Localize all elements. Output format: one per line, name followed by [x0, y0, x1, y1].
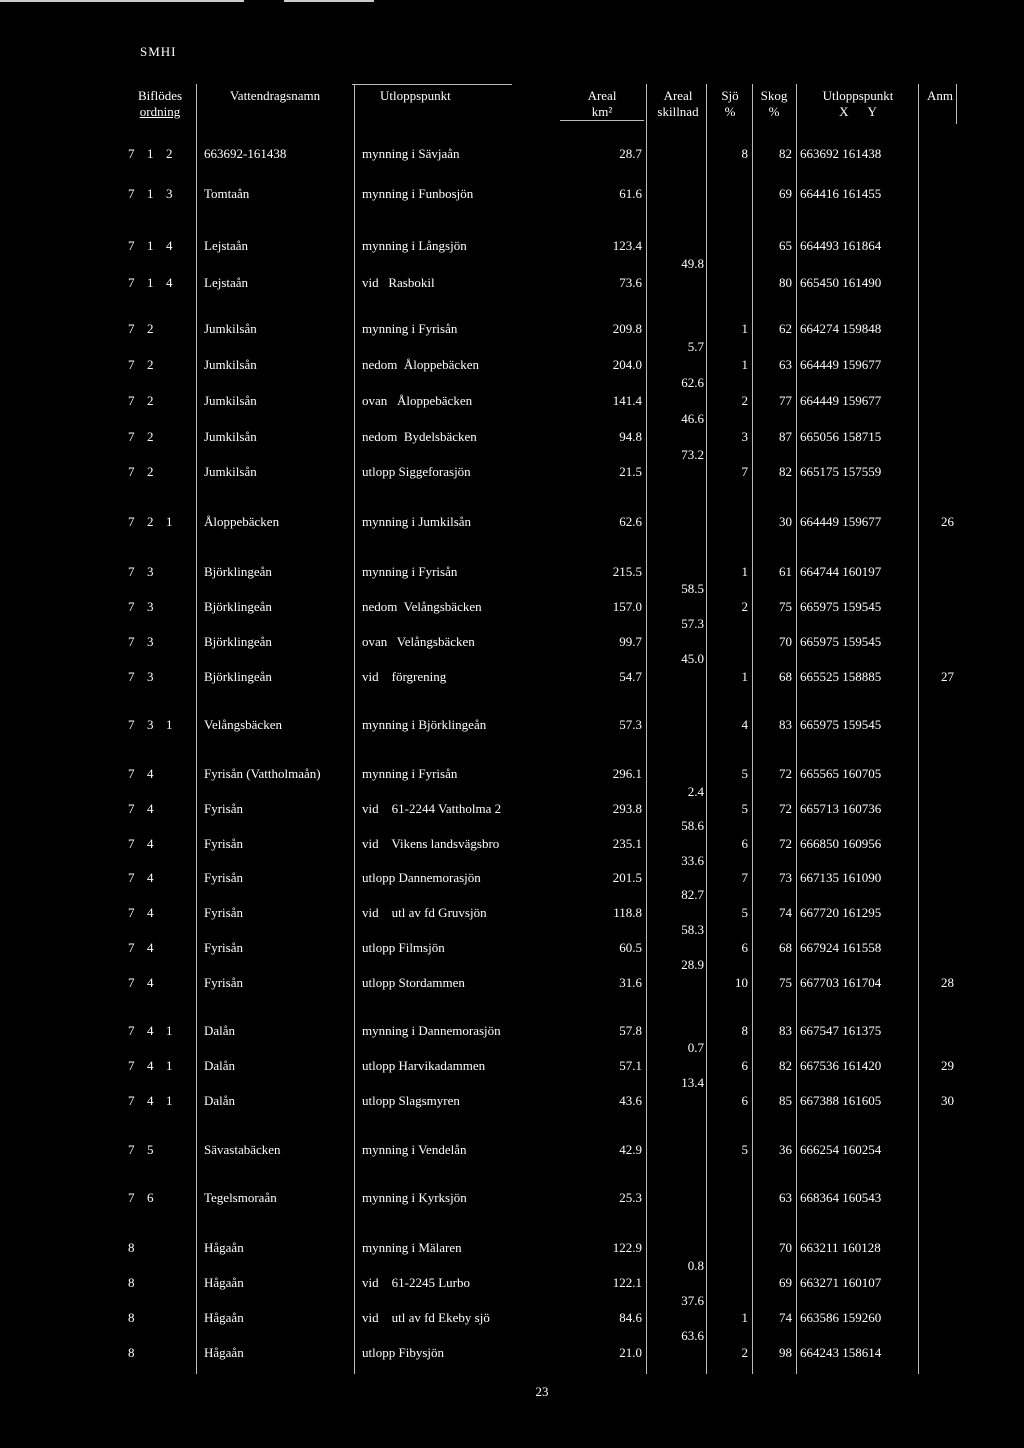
order-1: 7: [128, 975, 135, 990]
forest-percent: 62: [779, 321, 792, 336]
river-name: Hågaån: [204, 1310, 244, 1325]
outlet-point: utlopp Slagsmyren: [362, 1093, 460, 1108]
order-1: 7: [128, 599, 135, 614]
river-name: Lejstaån: [204, 275, 249, 290]
river-name: 663692-161438: [204, 146, 287, 161]
area-value: 57.8: [619, 1023, 642, 1038]
lake-percent: 1: [741, 1310, 748, 1325]
outlet-point: vid Vikens landsvägsbro: [362, 836, 500, 851]
order-1: 7: [128, 393, 135, 408]
outlet-coordinates: 664449 159677: [800, 514, 882, 529]
outlet-point: nedom Åloppebäcken: [362, 357, 479, 372]
order-1: 7: [128, 238, 135, 253]
order-1: 8: [128, 1240, 135, 1255]
outlet-point: mynning i Vendelån: [362, 1142, 467, 1157]
river-name: Jumkilsån: [204, 429, 257, 444]
outlet-point: vid utl av fd Gruvsjön: [362, 905, 487, 920]
area-value: 31.6: [619, 975, 642, 990]
area-value: 21.5: [619, 464, 642, 479]
area-value: 204.0: [612, 357, 642, 372]
header-rule: [352, 84, 512, 85]
area-value: 62.6: [619, 514, 642, 529]
outlet-coordinates: 665975 159545: [800, 717, 882, 732]
outlet-point: mynning i Fyrisån: [362, 766, 458, 781]
lake-percent: 6: [741, 836, 748, 851]
header-forest: Skog %: [760, 88, 788, 119]
order-1: 7: [128, 940, 135, 955]
outlet-point: vid utl av fd Ekeby sjö: [362, 1310, 490, 1325]
outlet-point: mynning i Kyrksjön: [362, 1190, 467, 1205]
area-difference: 37.6: [681, 1293, 704, 1308]
col-line-8: [956, 84, 957, 124]
lake-percent: 8: [741, 1023, 748, 1038]
order-3: 4: [166, 238, 173, 253]
col-line-3: [646, 84, 647, 1374]
outlet-point: vid 61-2244 Vattholma 2: [362, 801, 502, 816]
river-name: Dalån: [204, 1093, 236, 1108]
outlet-coordinates: 666254 160254: [800, 1142, 882, 1157]
area-difference: 73.2: [681, 447, 704, 462]
order-1: 7: [128, 514, 135, 529]
area-value: 141.4: [612, 393, 642, 408]
outlet-point: vid förgrening: [362, 669, 447, 684]
outlet-point: mynning i Långsjön: [362, 238, 467, 253]
area-value: 84.6: [619, 1310, 642, 1325]
order-2: 4: [147, 975, 154, 990]
order-3: 1: [166, 514, 173, 529]
area-difference: 5.7: [687, 339, 704, 354]
order-2: 4: [147, 940, 154, 955]
area-difference: 63.6: [681, 1328, 704, 1343]
forest-percent: 98: [779, 1345, 792, 1360]
lake-percent: 2: [741, 393, 748, 408]
order-1: 7: [128, 275, 135, 290]
area-value: 21.0: [619, 1345, 642, 1360]
forest-percent: 82: [779, 464, 792, 479]
forest-percent: 69: [779, 186, 792, 201]
order-1: 7: [128, 870, 135, 885]
river-name: Jumkilsån: [204, 357, 257, 372]
area-difference: 0.7: [687, 1040, 704, 1055]
outlet-coordinates: 666850 160956: [800, 836, 882, 851]
order-1: 7: [128, 357, 135, 372]
outlet-point: utlopp Siggeforasjön: [362, 464, 471, 479]
lake-percent: 5: [741, 1142, 748, 1157]
order-3: 1: [166, 1023, 173, 1038]
order-2: 4: [147, 1093, 154, 1108]
forest-percent: 82: [779, 146, 792, 161]
forest-percent: 70: [779, 634, 792, 649]
river-name: Velångsbäcken: [204, 717, 282, 732]
area-value: 201.5: [612, 870, 642, 885]
outlet-point: mynning i Sävjaån: [362, 146, 460, 161]
order-1: 7: [128, 836, 135, 851]
forest-percent: 87: [779, 429, 792, 444]
outlet-point: utlopp Filmsjön: [362, 940, 445, 955]
area-difference: 62.6: [681, 375, 704, 390]
order-1: 8: [128, 1275, 135, 1290]
area-value: 43.6: [619, 1093, 642, 1108]
outlet-point: utlopp Stordammen: [362, 975, 465, 990]
outlet-coordinates: 665175 157559: [800, 464, 882, 479]
lake-percent: 2: [741, 599, 748, 614]
area-value: 54.7: [619, 669, 642, 684]
outlet-coordinates: 668364 160543: [800, 1190, 882, 1205]
header-area: Areal km²: [587, 88, 617, 119]
order-3: 4: [166, 275, 173, 290]
outlet-point: mynning i Jumkilsån: [362, 514, 472, 529]
area-value: 73.6: [619, 275, 642, 290]
order-1: 7: [128, 634, 135, 649]
area-value: 123.4: [612, 238, 642, 253]
outlet-point: nedom Bydelsbäcken: [362, 429, 477, 444]
order-1: 8: [128, 1345, 135, 1360]
outlet-coordinates: 667924 161558: [800, 940, 882, 955]
outlet-point: utlopp Harvikadammen: [362, 1058, 486, 1073]
order-1: 7: [128, 1142, 135, 1157]
area-value: 118.8: [613, 905, 642, 920]
river-name: Lejstaån: [204, 238, 249, 253]
order-2: 4: [147, 905, 154, 920]
order-2: 4: [147, 766, 154, 781]
forest-percent: 83: [779, 717, 792, 732]
order-3: 1: [166, 1093, 173, 1108]
area-value: 209.8: [612, 321, 642, 336]
outlet-coordinates: 665713 160736: [800, 801, 882, 816]
outlet-coordinates: 667135 161090: [800, 870, 882, 885]
header-rule-area: [560, 120, 644, 121]
forest-percent: 36: [779, 1142, 792, 1157]
lake-percent: 5: [741, 905, 748, 920]
order-2: 2: [147, 357, 154, 372]
top-rule-left: [0, 0, 244, 2]
area-value: 99.7: [619, 634, 642, 649]
order-1: 7: [128, 717, 135, 732]
header-order: Biflödes ordning: [137, 88, 183, 119]
order-2: 2: [147, 464, 154, 479]
outlet-point: mynning i Dannemorasjön: [362, 1023, 501, 1038]
area-value: 25.3: [619, 1190, 642, 1205]
river-name: Dalån: [204, 1023, 236, 1038]
area-difference: 46.6: [681, 411, 704, 426]
area-value: 157.0: [612, 599, 642, 614]
area-value: 215.5: [612, 564, 642, 579]
forest-percent: 74: [779, 1310, 792, 1325]
order-1: 7: [128, 321, 135, 336]
area-difference: 58.6: [681, 818, 704, 833]
outlet-coordinates: 664449 159677: [800, 393, 882, 408]
outlet-coordinates: 667536 161420: [800, 1058, 882, 1073]
order-2: 4: [147, 870, 154, 885]
lake-percent: 8: [741, 146, 748, 161]
order-2: 5: [147, 1142, 154, 1157]
header-outlet: Utloppspunkt: [380, 88, 451, 103]
lake-percent: 10: [735, 975, 748, 990]
lake-percent: 6: [741, 1093, 748, 1108]
lake-percent: 1: [741, 357, 748, 372]
forest-percent: 63: [779, 1190, 792, 1205]
river-name: Dalån: [204, 1058, 236, 1073]
order-1: 7: [128, 669, 135, 684]
order-2: 4: [147, 1058, 154, 1073]
order-1: 7: [128, 429, 135, 444]
outlet-point: ovan Åloppebäcken: [362, 393, 473, 408]
order-3: 3: [166, 186, 173, 201]
outlet-point: mynning i Funbosjön: [362, 186, 474, 201]
order-2: 3: [147, 634, 154, 649]
river-name: Hågaån: [204, 1345, 244, 1360]
forest-percent: 61: [779, 564, 792, 579]
area-difference: 49.8: [681, 256, 704, 271]
river-name: Björklingeån: [204, 634, 272, 649]
river-name: Tomtaån: [204, 186, 250, 201]
order-2: 3: [147, 669, 154, 684]
river-name: Åloppebäcken: [204, 514, 280, 529]
header-lake: Sjö %: [721, 88, 739, 119]
area-difference: 58.3: [681, 922, 704, 937]
forest-percent: 82: [779, 1058, 792, 1073]
order-2: 1: [147, 186, 154, 201]
outlet-coordinates: 664274 159848: [800, 321, 882, 336]
area-value: 235.1: [612, 836, 642, 851]
area-difference: 45.0: [681, 651, 704, 666]
area-value: 57.1: [619, 1058, 642, 1073]
col-line-4: [706, 84, 707, 1374]
outlet-coordinates: 665975 159545: [800, 634, 882, 649]
order-2: 3: [147, 717, 154, 732]
outlet-point: mynning i Fyrisån: [362, 321, 458, 336]
order-2: 1: [147, 238, 154, 253]
outlet-point: mynning i Mälaren: [362, 1240, 462, 1255]
river-name: Fyrisån: [204, 975, 243, 990]
area-difference: 2.4: [687, 784, 704, 799]
order-1: 7: [128, 1023, 135, 1038]
note-number: 26: [941, 514, 954, 529]
outlet-coordinates: 664416 161455: [800, 186, 882, 201]
forest-percent: 30: [779, 514, 792, 529]
order-2: 3: [147, 564, 154, 579]
area-difference: 57.3: [681, 616, 704, 631]
forest-percent: 74: [779, 905, 792, 920]
order-1: 7: [128, 564, 135, 579]
outlet-coordinates: 667703 161704: [800, 975, 882, 990]
forest-percent: 75: [779, 599, 792, 614]
note-number: 29: [941, 1058, 954, 1073]
order-1: 7: [128, 905, 135, 920]
order-2: 4: [147, 836, 154, 851]
outlet-coordinates: 665450 161490: [800, 275, 882, 290]
outlet-coordinates: 664744 160197: [800, 564, 882, 579]
river-name: Fyrisån: [204, 801, 243, 816]
outlet-point: utlopp Fibysjön: [362, 1345, 444, 1360]
forest-percent: 69: [779, 1275, 792, 1290]
order-1: 8: [128, 1310, 135, 1325]
river-name: Fyrisån: [204, 870, 243, 885]
order-3: 2: [166, 146, 173, 161]
order-2: 2: [147, 393, 154, 408]
lake-percent: 1: [741, 321, 748, 336]
order-2: 3: [147, 599, 154, 614]
river-name: Jumkilsån: [204, 393, 257, 408]
outlet-coordinates: 667547 161375: [800, 1023, 882, 1038]
area-difference: 82.7: [681, 887, 704, 902]
forest-percent: 65: [779, 238, 792, 253]
forest-percent: 85: [779, 1093, 792, 1108]
header-area-diff: Areal skillnad: [657, 88, 699, 119]
river-name: Jumkilsån: [204, 464, 257, 479]
order-1: 7: [128, 1190, 135, 1205]
forest-percent: 72: [779, 766, 792, 781]
river-name: Sävastabäcken: [204, 1142, 281, 1157]
outlet-coordinates: 665525 158885: [800, 669, 882, 684]
lake-percent: 3: [741, 429, 748, 444]
outlet-point: nedom Velångsbäcken: [362, 599, 482, 614]
river-name: Björklingeån: [204, 669, 272, 684]
river-name: Hågaån: [204, 1240, 244, 1255]
area-value: 293.8: [612, 801, 642, 816]
order-1: 7: [128, 464, 135, 479]
area-value: 296.1: [612, 766, 642, 781]
order-1: 7: [128, 1058, 135, 1073]
outlet-coordinates: 664243 158614: [800, 1345, 882, 1360]
forest-percent: 68: [779, 940, 792, 955]
forest-percent: 72: [779, 801, 792, 816]
outlet-coordinates: 665056 158715: [800, 429, 882, 444]
lake-percent: 2: [741, 1345, 748, 1360]
order-2: 6: [147, 1190, 154, 1205]
outlet-point: ovan Velångsbäcken: [362, 634, 475, 649]
forest-percent: 73: [779, 870, 792, 885]
outlet-coordinates: 665565 160705: [800, 766, 882, 781]
header-note: Anm: [927, 88, 953, 103]
forest-percent: 75: [779, 975, 792, 990]
note-number: 28: [941, 975, 954, 990]
river-name: Hågaån: [204, 1275, 244, 1290]
lake-percent: 6: [741, 1058, 748, 1073]
top-rule-right: [284, 0, 374, 2]
area-value: 57.3: [619, 717, 642, 732]
page-number: 23: [535, 1384, 549, 1399]
river-name: Fyrisån: [204, 905, 243, 920]
lake-percent: 7: [741, 870, 748, 885]
note-number: 30: [941, 1093, 954, 1108]
area-value: 122.1: [612, 1275, 642, 1290]
river-name: Björklingeån: [204, 599, 272, 614]
area-value: 42.9: [619, 1142, 642, 1157]
outlet-coordinates: 663692 161438: [800, 146, 882, 161]
river-name: Björklingeån: [204, 564, 272, 579]
area-difference: 0.8: [687, 1258, 704, 1273]
order-2: 4: [147, 1023, 154, 1038]
outlet-point: vid 61-2245 Lurbo: [362, 1275, 470, 1290]
organization-label: SMHI: [140, 44, 177, 59]
col-line-7: [918, 84, 919, 1374]
lake-percent: 1: [741, 669, 748, 684]
area-difference: 58.5: [681, 581, 704, 596]
order-2: 1: [147, 146, 154, 161]
order-1: 7: [128, 766, 135, 781]
col-line-2: [354, 84, 355, 1374]
area-value: 61.6: [619, 186, 642, 201]
order-3: 1: [166, 1058, 173, 1073]
forest-percent: 83: [779, 1023, 792, 1038]
lake-percent: 4: [741, 717, 748, 732]
area-value: 28.7: [619, 146, 642, 161]
area-difference: 13.4: [681, 1075, 704, 1090]
lake-percent: 5: [741, 766, 748, 781]
order-1: 7: [128, 146, 135, 161]
outlet-point: mynning i Björklingeån: [362, 717, 487, 732]
order-3: 1: [166, 717, 173, 732]
river-name: Jumkilsån: [204, 321, 257, 336]
forest-percent: 68: [779, 669, 792, 684]
lake-percent: 6: [741, 940, 748, 955]
outlet-coordinates: 665975 159545: [800, 599, 882, 614]
river-name: Fyrisån: [204, 940, 243, 955]
outlet-coordinates: 667388 161605: [800, 1093, 882, 1108]
forest-percent: 72: [779, 836, 792, 851]
order-2: 4: [147, 801, 154, 816]
outlet-coordinates: 663271 160107: [800, 1275, 882, 1290]
lake-percent: 1: [741, 564, 748, 579]
outlet-point: vid Rasbokil: [362, 275, 435, 290]
order-2: 2: [147, 514, 154, 529]
forest-percent: 63: [779, 357, 792, 372]
col-line-6: [796, 84, 797, 1374]
outlet-point: utlopp Dannemorasjön: [362, 870, 481, 885]
outlet-coordinates: 664493 161864: [800, 238, 882, 253]
area-value: 122.9: [612, 1240, 642, 1255]
area-value: 94.8: [619, 429, 642, 444]
header-name: Vattendragsnamn: [229, 88, 321, 103]
area-value: 60.5: [619, 940, 642, 955]
outlet-coordinates: 667720 161295: [800, 905, 882, 920]
river-name: Tegelsmoraån: [204, 1190, 277, 1205]
forest-percent: 80: [779, 275, 792, 290]
outlet-point: mynning i Fyrisån: [362, 564, 458, 579]
order-2: 2: [147, 429, 154, 444]
outlet-coordinates: 663211 160128: [800, 1240, 881, 1255]
col-line-1: [196, 84, 197, 1374]
order-1: 7: [128, 1093, 135, 1108]
river-name: Fyrisån: [204, 836, 243, 851]
river-name: Fyrisån (Vattholmaån): [204, 766, 321, 781]
order-1: 7: [128, 801, 135, 816]
note-number: 27: [941, 669, 954, 684]
order-1: 7: [128, 186, 135, 201]
order-2: 2: [147, 321, 154, 336]
area-difference: 28.9: [681, 957, 704, 972]
outlet-coordinates: 663586 159260: [800, 1310, 882, 1325]
area-difference: 33.6: [681, 853, 704, 868]
header-coordinates: Utloppspunkt X Y: [822, 88, 894, 119]
order-2: 1: [147, 275, 154, 290]
outlet-coordinates: 664449 159677: [800, 357, 882, 372]
forest-percent: 77: [779, 393, 792, 408]
forest-percent: 70: [779, 1240, 792, 1255]
lake-percent: 5: [741, 801, 748, 816]
lake-percent: 7: [741, 464, 748, 479]
